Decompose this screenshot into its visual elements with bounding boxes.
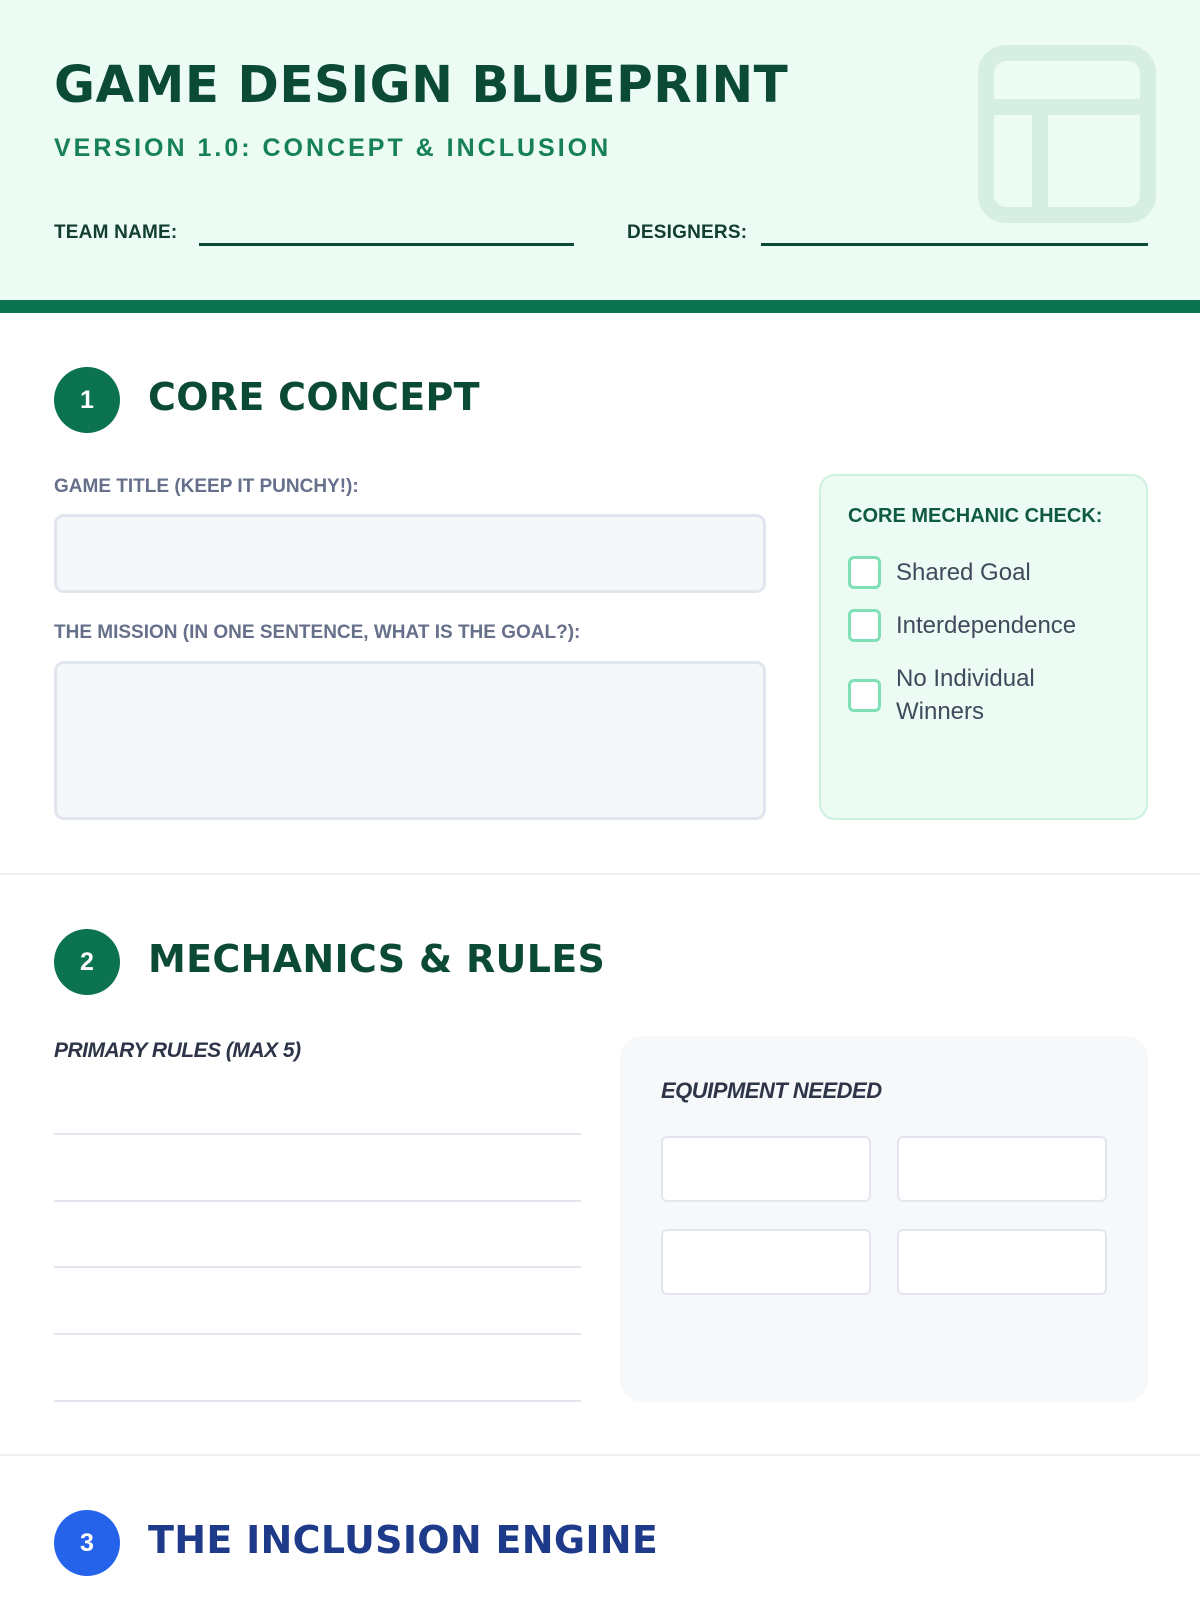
equipment-slot-1[interactable] [661, 1136, 871, 1202]
section-3-badge: 3 [54, 1510, 120, 1576]
designers-field[interactable] [761, 243, 1148, 246]
designers-label: DESIGNERS: [627, 222, 748, 243]
mission-label: THE MISSION (IN ONE SENTENCE, WHAT IS THE GOAL?): [54, 622, 581, 643]
core-mechanic-check-title: CORE MECHANIC CHECK: [848, 505, 1103, 527]
rule-line-1[interactable] [54, 1133, 581, 1135]
equipment-slot-3[interactable] [661, 1229, 871, 1295]
rule-line-5[interactable] [54, 1400, 581, 1402]
equipment-slot-2[interactable] [897, 1136, 1107, 1202]
core-mechanic-check-panel [819, 474, 1148, 820]
section-1-title: CORE CONCEPT [148, 375, 480, 419]
section-divider [0, 873, 1200, 875]
rule-line-4[interactable] [54, 1333, 581, 1335]
checklist-item-label: Interdependence [896, 612, 1077, 639]
layout-template-icon [978, 45, 1156, 223]
section-1-badge: 1 [54, 367, 120, 433]
page-subtitle: VERSION 1.0: CONCEPT & INCLUSION [54, 134, 612, 162]
page-title: GAME DESIGN BLUEPRINT [54, 56, 789, 115]
checklist-item-label: No Individual Winners [896, 665, 1035, 725]
equipment-title: EQUIPMENT NEEDED [661, 1078, 882, 1103]
rule-line-3[interactable] [54, 1266, 581, 1268]
section-2-badge: 2 [54, 929, 120, 995]
checkbox[interactable] [848, 556, 881, 589]
equipment-slot-4[interactable] [897, 1229, 1107, 1295]
team-name-label: TEAM NAME: [54, 222, 178, 243]
section-divider [0, 1454, 1200, 1456]
game-title-input[interactable] [54, 514, 766, 593]
section-2-title: MECHANICS & RULES [148, 937, 606, 981]
checklist-item-shared-goal[interactable] [848, 556, 1031, 589]
section-3-title: THE INCLUSION ENGINE [148, 1518, 659, 1562]
game-title-label: GAME TITLE (KEEP IT PUNCHY!): [54, 476, 359, 497]
checklist-item-interdependence[interactable] [848, 609, 1076, 642]
rule-line-2[interactable] [54, 1200, 581, 1202]
team-name-field[interactable] [199, 243, 574, 246]
checkbox[interactable] [848, 609, 881, 642]
equipment-panel [620, 1036, 1148, 1402]
checklist-item-label: Shared Goal [896, 559, 1031, 586]
checklist-item-no-individual-winners[interactable] [848, 662, 1066, 728]
header [0, 0, 1200, 300]
primary-rules-label: PRIMARY RULES (MAX 5) [54, 1039, 301, 1062]
checkbox[interactable] [848, 679, 881, 712]
header-accent-bar [0, 300, 1200, 313]
mission-input[interactable] [54, 661, 766, 820]
